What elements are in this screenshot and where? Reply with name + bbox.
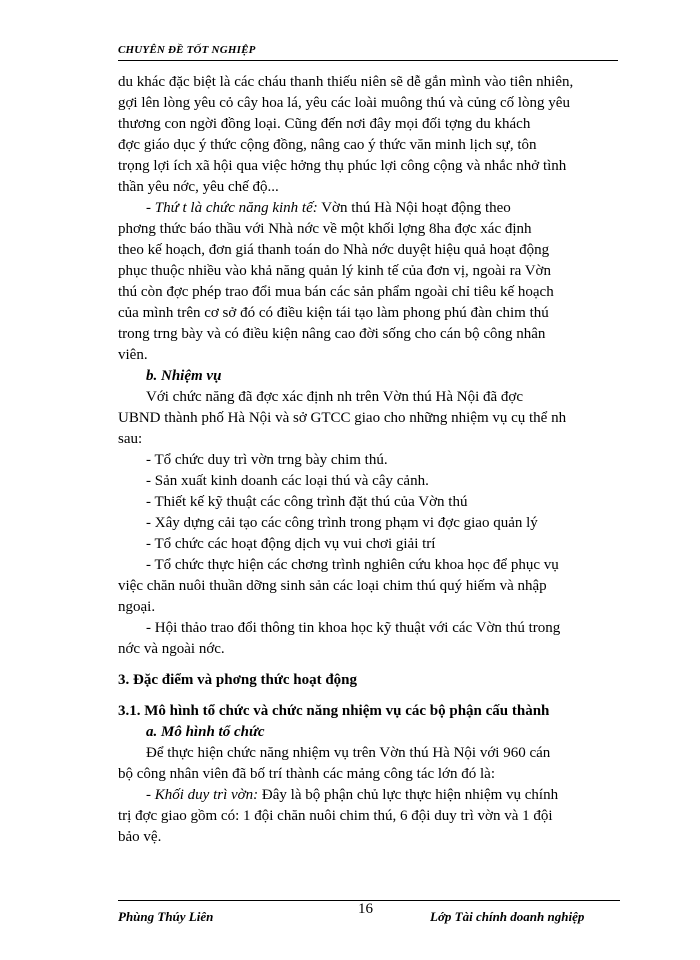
text-line: du khác đặc biệt là các cháu thanh thiếu niên sẽ dễ gắn mình vào tiên nhiên, — [118, 74, 574, 90]
text-line: gợi lên lòng yêu cỏ cây hoa lá, yêu các loài muông thú và củng cố lòng yêu — [118, 95, 570, 111]
text-line: thần yêu nớc, yêu chế độ... — [118, 179, 279, 195]
text-line: theo kế hoạch, đơn giá thanh toán do Nhà nớc duyệt hiệu quả hoạt động — [118, 242, 550, 258]
task-list — [118, 450, 620, 660]
heading-tasks: b. Nhiệm vụ — [146, 368, 222, 384]
text-line: trong trng bày và có điều kiện nâng cao đời sống cho cán bộ công nhân — [118, 326, 546, 342]
paragraph-1 — [118, 72, 620, 198]
text-line: phục thuộc nhiều vào khả năng quản lý kinh tế của đơn vị, ngoài ra Vờn — [118, 263, 551, 279]
text-line: sau: — [118, 431, 143, 447]
text-line: bộ công nhân viên đã bố trí thành các mảng công tác lớn đó là: — [118, 766, 495, 782]
text-line: việc chăn nuôi thuần dỡng sinh sản các loại chim thú quý hiếm và nhập — [118, 578, 547, 594]
list-item: - Xây dựng cải tạo các công trình trong phạm vi đợc giao quản lý — [146, 515, 538, 531]
list-item — [118, 618, 620, 660]
document-body — [118, 72, 620, 848]
text-line: nớc và ngoài nớc. — [118, 641, 225, 657]
text-line: ngoại. — [118, 599, 156, 615]
text-line: trị đợc giao gồm có: 1 đội chăn nuôi chim thú, 6 đội duy trì vờn và 1 đội — [118, 808, 553, 824]
text-line: Đây là bộ phận chủ lực thực hiện nhiệm vụ chính — [258, 787, 559, 803]
text-line: Để thực hiện chức năng nhiệm vụ trên Vờn thú Hà Nội với 960 cán — [146, 745, 551, 761]
maintenance-block-label: - Khối duy trì vờn: — [146, 787, 259, 803]
text-line: Vờn thú Hà Nội hoạt động theo — [317, 200, 511, 216]
text-line: bảo vệ. — [118, 829, 162, 845]
text-line: phơng thức báo thầu với Nhà nớc về một khối lợng 8ha đợc xác định — [118, 221, 532, 237]
footer-class-name: Lớp Tài chính doanh nghiệp — [430, 909, 585, 924]
economic-function-label: - Thứ t là chức năng kinh tế: — [146, 200, 318, 216]
text-line: thương con ngời đồng loại. Cũng đến nơi đây mọi đối tợng du khách — [118, 116, 531, 132]
page-header — [118, 42, 618, 61]
list-item: - Sản xuất kinh doanh các loại thú và cây cảnh. — [146, 473, 429, 489]
paragraph-maintenance-block — [118, 785, 620, 848]
paragraph-org-model — [118, 743, 620, 785]
footer-author: Phùng Thúy Liên — [118, 909, 214, 924]
text-line: đợc giáo dục ý thức cộng đồng, nâng cao ý thức văn minh lịch sự, tôn — [118, 137, 537, 153]
heading-org-model: a. Mô hình tổ chức — [146, 724, 265, 740]
text-line: trọng lợi ích xã hội qua việc hởng thụ phúc lợi công cộng và nhắc nhở tình — [118, 158, 567, 174]
text-line: của mình trên cơ sở đó có điều kiện tái tạo làm phong phú đàn chim thú — [118, 305, 549, 321]
list-item: - Thiết kế kỹ thuật các công trình đặt thú của Vờn thú — [146, 494, 468, 510]
page-number: 16 — [358, 901, 373, 917]
text-line: UBND thành phố Hà Nội và sở GTCC giao cho những nhiệm vụ cụ thể nh — [118, 410, 567, 426]
list-item: - Tổ chức duy trì vờn trng bày chim thú. — [146, 452, 388, 468]
section-heading-3: 3. Đặc điểm và phơng thức hoạt động — [118, 672, 358, 688]
section-heading-3-1: 3.1. Mô hình tổ chức và chức năng nhiệm vụ các bộ phận cấu thành — [118, 703, 550, 719]
text-line: Với chức năng đã đợc xác định nh trên Vờn thú Hà Nội đã đợc — [146, 389, 523, 405]
list-item — [118, 555, 620, 618]
list-item: - Tổ chức các hoạt động dịch vụ vui chơi giải trí — [146, 536, 436, 552]
paragraph-tasks-intro — [118, 387, 620, 450]
text-line: - Tổ chức thực hiện các chơng trình nghiên cứu khoa học để phục vụ — [146, 557, 559, 573]
page-footer — [118, 900, 620, 931]
text-line: - Hội thảo trao đổi thông tin khoa học kỹ thuật với các Vờn thú trong — [146, 620, 561, 636]
header-title: CHUYÊN ĐỀ TỐT NGHIỆP — [118, 44, 256, 56]
paragraph-economic-function — [118, 198, 620, 366]
text-line: thú còn đợc phép trao đổi mua bán các sản phẩm ngoài chỉ tiêu kế hoạch — [118, 284, 554, 300]
text-line: viên. — [118, 347, 148, 363]
